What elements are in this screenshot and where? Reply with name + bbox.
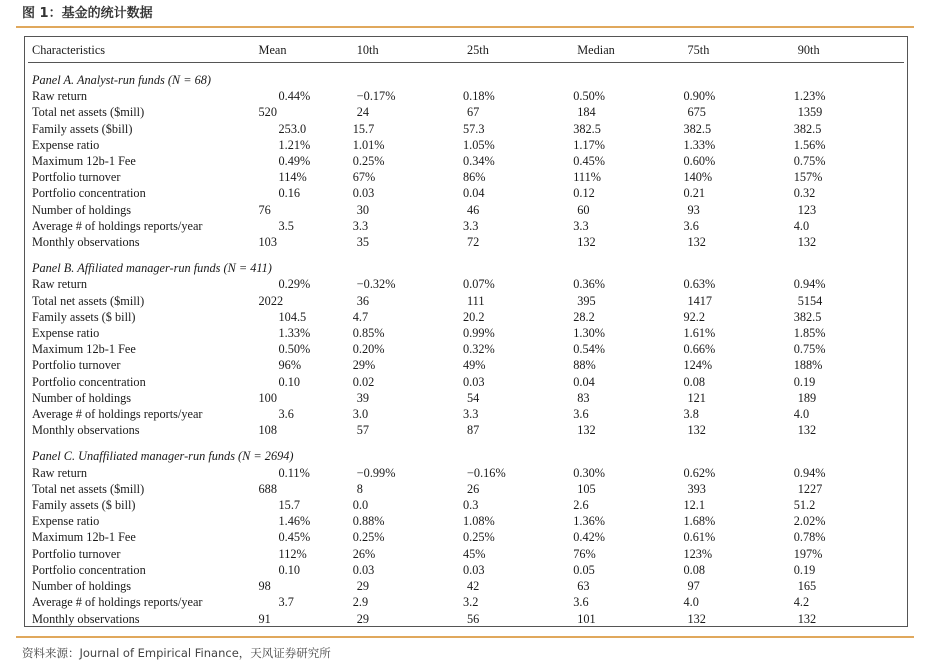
value-cell: 91	[258, 611, 271, 626]
panel-heading-row	[28, 446, 904, 464]
value-cell: 140%	[683, 170, 713, 185]
value-cell: 45%	[462, 546, 486, 561]
value-cell: 0.04	[462, 186, 485, 201]
value-cell: 0.94%	[793, 277, 826, 292]
value-cell: 0.54%	[573, 342, 605, 357]
value-cell: 0.66%	[683, 342, 716, 357]
value-cell: 0.03	[352, 562, 375, 577]
row-label: Maximum 12b-1 Fee	[32, 342, 136, 357]
column-header-median: Median	[573, 38, 683, 63]
statistics-table	[28, 38, 904, 627]
table-row	[28, 309, 904, 325]
value-cell: 1.30%	[573, 326, 605, 341]
table-row	[28, 341, 904, 357]
row-label: Monthly observations	[32, 611, 140, 626]
value-cell: 1.33%	[278, 326, 311, 341]
value-cell: 1.46%	[278, 514, 311, 529]
value-cell: 0.88%	[352, 514, 385, 529]
value-cell: 3.2	[462, 595, 479, 610]
value-cell: −0.99%	[356, 465, 396, 480]
value-cell: 3.3	[462, 218, 479, 233]
row-label: Average # of holdings reports/year	[32, 407, 203, 422]
table-row	[28, 88, 904, 104]
value-cell: 0.63%	[683, 277, 716, 292]
value-cell: 3.8	[683, 407, 699, 422]
figure-title: 图 1：基金的统计数据	[22, 6, 153, 21]
table-row	[28, 390, 904, 406]
value-cell: 60	[577, 202, 590, 217]
value-cell: 0.62%	[683, 465, 716, 480]
value-cell: 0.18%	[462, 89, 495, 104]
value-cell: 36	[356, 293, 370, 308]
value-cell: 0.61%	[683, 530, 716, 545]
table-row	[28, 153, 904, 169]
value-cell: 382.5	[573, 121, 601, 136]
row-label: Expense ratio	[32, 514, 100, 529]
value-cell: 0.78%	[793, 530, 826, 545]
value-cell: 111	[466, 293, 485, 308]
value-cell: 1.17%	[573, 137, 605, 152]
value-cell: 4.0	[793, 407, 810, 422]
row-label: Total net assets ($mill)	[32, 105, 145, 120]
column-header-mean: Mean	[255, 38, 353, 63]
value-cell: 1.08%	[462, 514, 495, 529]
value-cell: 49%	[462, 358, 486, 373]
value-cell: 0.30%	[573, 465, 605, 480]
column-header-90th: 90th	[794, 38, 904, 63]
value-cell: 0.20%	[352, 342, 385, 357]
footer-divider	[16, 636, 914, 638]
value-cell: 132	[797, 235, 817, 250]
row-label: Raw return	[32, 465, 87, 480]
column-header-10th: 10th	[353, 38, 463, 63]
value-cell: 93	[687, 202, 700, 217]
value-cell: 0.44%	[278, 89, 311, 104]
value-cell: 63	[577, 579, 590, 594]
value-cell: 132	[797, 611, 817, 626]
row-label: Portfolio turnover	[32, 170, 121, 185]
table-row	[28, 276, 904, 292]
value-cell: 0.08	[683, 374, 706, 389]
value-cell: 2.02%	[793, 514, 826, 529]
table-row	[28, 529, 904, 545]
row-label: Average # of holdings reports/year	[32, 595, 203, 610]
row-label: Number of holdings	[32, 579, 132, 594]
value-cell: 39	[356, 390, 370, 405]
spacer-cell	[28, 250, 904, 258]
row-label: Average # of holdings reports/year	[32, 218, 203, 233]
value-cell: 1.33%	[683, 137, 716, 152]
value-cell: 1417	[687, 293, 713, 308]
value-cell: 1.01%	[352, 137, 385, 152]
row-label: Number of holdings	[32, 390, 132, 405]
panel-heading: Panel B. Affiliated manager-run funds (N = 411)	[32, 261, 272, 276]
value-cell: 111%	[573, 170, 602, 185]
value-cell: 132	[577, 235, 596, 250]
table-row	[28, 202, 904, 218]
value-cell: 0.03	[352, 186, 375, 201]
row-label: Monthly observations	[32, 423, 140, 438]
panel-heading-row	[28, 70, 904, 88]
spacer-cell	[28, 438, 904, 446]
table-row	[28, 546, 904, 562]
value-cell: 67%	[352, 170, 376, 185]
value-cell: 105	[577, 481, 596, 496]
table-row	[28, 137, 904, 153]
column-header-25th: 25th	[463, 38, 573, 63]
value-cell: 24	[356, 105, 370, 120]
value-cell: 123%	[683, 546, 713, 561]
value-cell: 20.2	[462, 309, 485, 324]
value-cell: 197%	[793, 546, 823, 561]
value-cell: 3.3	[352, 218, 369, 233]
value-cell: 72	[466, 235, 480, 250]
value-cell: 83	[577, 390, 590, 405]
value-cell: 0.10	[278, 374, 301, 389]
value-cell: −0.17%	[356, 89, 396, 104]
row-label: Portfolio turnover	[32, 358, 121, 373]
value-cell: 26	[466, 481, 480, 496]
value-cell: 86%	[462, 170, 486, 185]
value-cell: 157%	[793, 170, 823, 185]
value-cell: 4.0	[683, 595, 699, 610]
value-cell: 0.90%	[683, 89, 716, 104]
row-label: Raw return	[32, 277, 87, 292]
value-cell: 132	[797, 423, 817, 438]
value-cell: 3.0	[352, 407, 369, 422]
value-cell: 2022	[258, 293, 284, 308]
table-row	[28, 121, 904, 137]
value-cell: 0.85%	[352, 326, 385, 341]
value-cell: 0.19	[793, 562, 816, 577]
value-cell: 42	[466, 579, 480, 594]
title-divider	[16, 26, 914, 28]
value-cell: 1359	[797, 105, 823, 120]
value-cell: 51.2	[793, 498, 816, 513]
value-cell: 121	[687, 390, 706, 405]
value-cell: 3.3	[462, 407, 479, 422]
value-cell: 3.3	[573, 218, 589, 233]
value-cell: 3.6	[573, 595, 589, 610]
value-cell: 30	[356, 202, 370, 217]
value-cell: −0.16%	[466, 465, 506, 480]
value-cell: 2.6	[573, 498, 589, 513]
row-label: Total net assets ($mill)	[32, 481, 145, 496]
row-label: Family assets ($bill)	[32, 121, 133, 136]
value-cell: 92.2	[683, 309, 706, 324]
value-cell: 0.21	[683, 186, 706, 201]
value-cell: 188%	[793, 358, 823, 373]
panel-heading: Panel C. Unaffiliated manager-run funds (N = 2694)	[32, 449, 294, 464]
value-cell: 54	[466, 390, 480, 405]
table-row	[28, 218, 904, 234]
value-cell: 0.60%	[683, 154, 716, 169]
value-cell: 97	[687, 579, 700, 594]
value-cell: 0.02	[352, 374, 375, 389]
value-cell: 0.36%	[573, 277, 605, 292]
value-cell: 0.04	[573, 374, 595, 389]
table-row	[28, 578, 904, 594]
row-label: Family assets ($ bill)	[32, 498, 136, 513]
value-cell: 132	[687, 423, 706, 438]
table-row	[28, 325, 904, 341]
value-cell: 100	[258, 390, 277, 405]
table-row	[28, 406, 904, 422]
value-cell: 132	[687, 611, 706, 626]
table-row	[28, 185, 904, 201]
value-cell: 0.50%	[573, 89, 605, 104]
value-cell: 189	[797, 390, 817, 405]
value-cell: 29%	[352, 358, 376, 373]
value-cell: 76%	[573, 546, 596, 561]
spacer-cell	[28, 63, 904, 71]
value-cell: 395	[577, 293, 596, 308]
value-cell: 0.19	[793, 374, 816, 389]
value-cell: 5154	[797, 293, 823, 308]
source-note: 资料来源：Journal of Empirical Finance，天风证券研究所	[22, 646, 331, 660]
table-row	[28, 594, 904, 610]
value-cell: 124%	[683, 358, 713, 373]
value-cell: 675	[687, 105, 706, 120]
value-cell: 4.0	[793, 218, 810, 233]
value-cell: 1.68%	[683, 514, 716, 529]
value-cell: 393	[687, 481, 706, 496]
value-cell: 12.1	[683, 498, 706, 513]
value-cell: 3.7	[278, 595, 294, 610]
value-cell: 98	[258, 579, 271, 594]
header-row	[28, 38, 904, 63]
value-cell: 56	[466, 611, 480, 626]
value-cell: 520	[258, 105, 277, 120]
value-cell: 132	[577, 423, 596, 438]
value-cell: 1.61%	[683, 326, 716, 341]
value-cell: 1.56%	[793, 137, 826, 152]
row-label: Maximum 12b-1 Fee	[32, 530, 136, 545]
value-cell: 28.2	[573, 309, 595, 324]
value-cell: 165	[797, 579, 817, 594]
row-label: Portfolio turnover	[32, 546, 121, 561]
row-label: Portfolio concentration	[32, 186, 146, 201]
value-cell: 1.21%	[278, 137, 311, 152]
value-cell: 112%	[278, 546, 307, 561]
value-cell: −0.32%	[356, 277, 396, 292]
table-row	[28, 169, 904, 185]
table-row	[28, 611, 904, 627]
value-cell: 0.45%	[573, 154, 605, 169]
value-cell: 382.5	[683, 121, 712, 136]
value-cell: 184	[577, 105, 596, 120]
value-cell: 1.85%	[793, 326, 826, 341]
table-row	[28, 513, 904, 529]
column-header-75th: 75th	[683, 38, 793, 63]
value-cell: 1.23%	[793, 89, 826, 104]
table-row	[28, 104, 904, 120]
panel-spacer	[28, 63, 904, 71]
value-cell: 57.3	[462, 121, 485, 136]
value-cell: 0.11%	[278, 465, 310, 480]
row-label: Family assets ($ bill)	[32, 309, 136, 324]
value-cell: 3.5	[278, 218, 294, 233]
table-row	[28, 481, 904, 497]
row-label: Total net assets ($mill)	[32, 293, 145, 308]
value-cell: 0.25%	[352, 154, 385, 169]
value-cell: 67	[466, 105, 480, 120]
value-cell: 0.94%	[793, 465, 826, 480]
row-label: Expense ratio	[32, 326, 100, 341]
value-cell: 15.7	[352, 121, 375, 136]
value-cell: 0.49%	[278, 154, 311, 169]
row-label: Portfolio concentration	[32, 562, 146, 577]
table-body	[28, 63, 904, 627]
value-cell: 0.45%	[278, 530, 311, 545]
table-row	[28, 562, 904, 578]
table-row	[28, 293, 904, 309]
row-label: Portfolio concentration	[32, 374, 146, 389]
value-cell: 0.99%	[462, 326, 495, 341]
value-cell: 3.6	[573, 407, 589, 422]
value-cell: 0.32	[793, 186, 816, 201]
value-cell: 1.05%	[462, 137, 495, 152]
value-cell: 0.10	[278, 562, 301, 577]
value-cell: 29	[356, 579, 370, 594]
value-cell: 0.32%	[462, 342, 495, 357]
value-cell: 688	[258, 481, 277, 496]
value-cell: 0.75%	[793, 342, 826, 357]
value-cell: 0.07%	[462, 277, 495, 292]
table-row	[28, 422, 904, 438]
value-cell: 0.42%	[573, 530, 605, 545]
row-label: Expense ratio	[32, 137, 100, 152]
value-cell: 0.75%	[793, 154, 826, 169]
table-row	[28, 374, 904, 390]
value-cell: 0.25%	[352, 530, 385, 545]
table-row	[28, 465, 904, 481]
value-cell: 15.7	[278, 498, 301, 513]
row-label: Maximum 12b-1 Fee	[32, 154, 136, 169]
value-cell: 76	[258, 202, 271, 217]
value-cell: 0.34%	[462, 154, 495, 169]
value-cell: 1227	[797, 481, 823, 496]
column-header-characteristics: Characteristics	[28, 38, 255, 63]
value-cell: 3.6	[683, 218, 699, 233]
panel-spacer	[28, 250, 904, 258]
value-cell: 103	[258, 235, 277, 250]
value-cell: 26%	[352, 546, 376, 561]
value-cell: 0.03	[462, 374, 485, 389]
value-cell: 2.9	[352, 595, 369, 610]
panel-heading-row	[28, 258, 904, 276]
table-row	[28, 357, 904, 373]
value-cell: 101	[577, 611, 596, 626]
value-cell: 123	[797, 202, 817, 217]
value-cell: 57	[356, 423, 370, 438]
value-cell: 132	[687, 235, 706, 250]
value-cell: 114%	[278, 170, 307, 185]
value-cell: 0.08	[683, 562, 706, 577]
value-cell: 0.50%	[278, 342, 311, 357]
table-row	[28, 234, 904, 250]
value-cell: 88%	[573, 358, 596, 373]
value-cell: 0.03	[462, 562, 485, 577]
row-label: Number of holdings	[32, 202, 132, 217]
value-cell: 108	[258, 423, 277, 438]
value-cell: 96%	[278, 358, 302, 373]
value-cell: 4.2	[793, 595, 810, 610]
value-cell: 0.0	[352, 498, 369, 513]
value-cell: 29	[356, 611, 370, 626]
row-label: Raw return	[32, 89, 87, 104]
row-label: Monthly observations	[32, 235, 140, 250]
value-cell: 104.5	[278, 309, 307, 324]
panel-spacer	[28, 438, 904, 446]
value-cell: 8	[356, 481, 363, 496]
value-cell: 0.3	[462, 498, 479, 513]
value-cell: 253.0	[278, 121, 307, 136]
value-cell: 0.12	[573, 186, 595, 201]
panel-heading: Panel A. Analyst-run funds (N = 68)	[32, 73, 211, 87]
value-cell: 46	[466, 202, 480, 217]
value-cell: 0.05	[573, 562, 595, 577]
value-cell: 3.6	[278, 407, 294, 422]
value-cell: 87	[466, 423, 480, 438]
value-cell: 382.5	[793, 309, 822, 324]
table-row	[28, 497, 904, 513]
value-cell: 382.5	[793, 121, 822, 136]
value-cell: 1.36%	[573, 514, 605, 529]
value-cell: 4.7	[352, 309, 369, 324]
value-cell: 35	[356, 235, 370, 250]
value-cell: 0.16	[278, 186, 301, 201]
value-cell: 0.25%	[462, 530, 495, 545]
value-cell: 0.29%	[278, 277, 311, 292]
